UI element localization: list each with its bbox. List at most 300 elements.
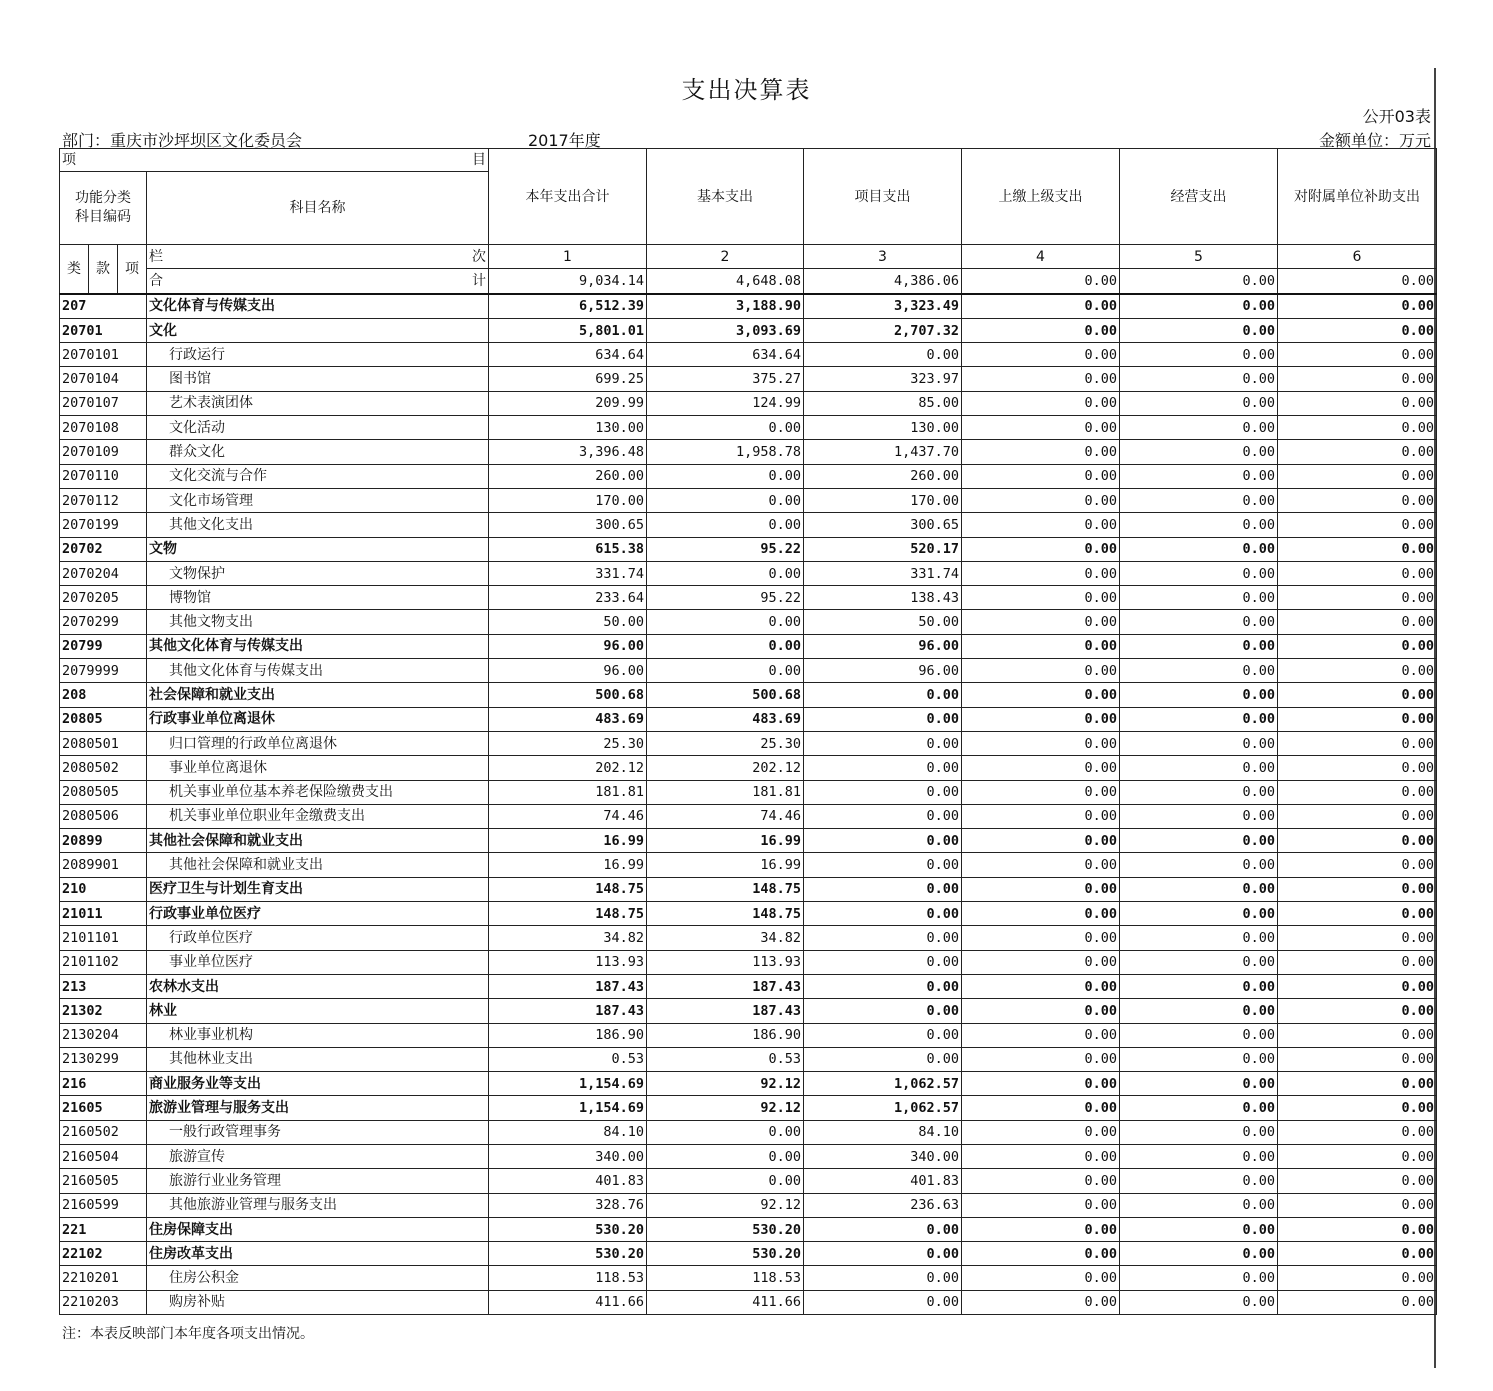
amount-cell: 0.00 (1278, 1290, 1437, 1314)
amount-cell: 95.22 (647, 537, 804, 561)
table-row (60, 1047, 1437, 1071)
subject-code: 2070110 (60, 464, 147, 488)
subject-code: 216 (60, 1072, 147, 1096)
table-row (60, 1120, 1437, 1144)
subject-name: 住房保障支出 (147, 1217, 489, 1241)
table-row (60, 367, 1437, 391)
amount-cell: 0.00 (1278, 318, 1437, 342)
subject-name: 住房改革支出 (147, 1242, 489, 1266)
subject-code: 2160502 (60, 1120, 147, 1144)
amount-cell: 0.00 (804, 877, 962, 901)
amount-cell: 0.00 (804, 780, 962, 804)
amount-cell: 202.12 (489, 756, 647, 780)
table-row (60, 391, 1437, 415)
amount-cell: 0.00 (1278, 1242, 1437, 1266)
amount-cell: 300.65 (489, 513, 647, 537)
amount-cell: 181.81 (489, 780, 647, 804)
amount-cell: 411.66 (647, 1290, 804, 1314)
amount-cell: 0.00 (1278, 586, 1437, 610)
amount-cell: 0.00 (962, 1290, 1120, 1314)
amount-cell: 340.00 (804, 1144, 962, 1168)
amount-cell: 0.00 (1278, 294, 1437, 319)
amount-cell: 615.38 (489, 537, 647, 561)
table-row (60, 829, 1437, 853)
amount-cell: 0.00 (1120, 1169, 1278, 1193)
amount-cell: 0.00 (647, 513, 804, 537)
amount-cell: 187.43 (647, 999, 804, 1023)
amount-cell: 0.00 (1278, 1023, 1437, 1047)
amount-cell: 3,323.49 (804, 294, 962, 319)
subject-code: 2130299 (60, 1047, 147, 1071)
amount-cell: 0.00 (1278, 1266, 1437, 1290)
subject-code: 22102 (60, 1242, 147, 1266)
col-header-basic: 基本支出 (647, 149, 804, 245)
amount-cell: 148.75 (647, 877, 804, 901)
subject-code: 2210201 (60, 1266, 147, 1290)
amount-cell: 0.00 (1278, 853, 1437, 877)
col-index-5: 5 (1120, 245, 1278, 269)
amount-cell: 634.64 (647, 343, 804, 367)
table-row (60, 804, 1437, 828)
amount-cell: 0.00 (962, 561, 1120, 585)
amount-cell: 148.75 (489, 877, 647, 901)
amount-cell: 0.00 (962, 1242, 1120, 1266)
amount-cell: 0.00 (804, 926, 962, 950)
amount-cell: 0.00 (804, 1047, 962, 1071)
amount-cell: 0.00 (1120, 1266, 1278, 1290)
table-row (60, 1217, 1437, 1241)
subject-code: 2070108 (60, 416, 147, 440)
amount-cell: 124.99 (647, 391, 804, 415)
table-row (60, 464, 1437, 488)
table-row (60, 1072, 1437, 1096)
subject-code: 2210203 (60, 1290, 147, 1314)
amount-cell: 0.00 (962, 877, 1120, 901)
ci-label: 次 (472, 248, 486, 265)
amount-cell: 148.75 (489, 902, 647, 926)
amount-cell: 1,437.70 (804, 440, 962, 464)
amount-cell: 0.00 (962, 999, 1120, 1023)
amount-cell: 187.43 (647, 974, 804, 998)
subject-name: 机关事业单位职业年金缴费支出 (147, 804, 489, 828)
amount-cell: 85.00 (804, 391, 962, 415)
subject-code: 20899 (60, 829, 147, 853)
amount-cell: 0.00 (962, 1193, 1120, 1217)
total-value: 0.00 (1120, 269, 1278, 294)
amount-unit: 金额单位：万元 (1318, 131, 1431, 150)
amount-cell: 0.00 (647, 659, 804, 683)
amount-cell: 0.00 (962, 902, 1120, 926)
col-index-4: 4 (962, 245, 1120, 269)
amount-cell: 0.00 (1120, 659, 1278, 683)
amount-cell: 0.00 (1278, 1193, 1437, 1217)
amount-cell: 0.00 (1120, 853, 1278, 877)
amount-cell: 0.00 (1278, 610, 1437, 634)
amount-cell: 0.00 (962, 416, 1120, 440)
table-row (60, 1023, 1437, 1047)
subject-code: 2070112 (60, 488, 147, 512)
amount-cell: 0.00 (804, 343, 962, 367)
table-row (60, 343, 1437, 367)
subject-code: 2070205 (60, 586, 147, 610)
table-row (60, 1193, 1437, 1217)
amount-cell: 0.00 (1120, 902, 1278, 926)
amount-cell: 0.00 (1120, 950, 1278, 974)
total-value: 9,034.14 (489, 269, 647, 294)
subject-code: 2130204 (60, 1023, 147, 1047)
amount-cell: 0.00 (962, 391, 1120, 415)
table-row (60, 731, 1437, 755)
lei-header: 类 (60, 245, 89, 294)
amount-cell: 84.10 (804, 1120, 962, 1144)
amount-cell: 300.65 (804, 513, 962, 537)
amount-cell: 0.00 (1278, 659, 1437, 683)
amount-cell: 0.00 (962, 1047, 1120, 1071)
subject-code: 2070104 (60, 367, 147, 391)
table-row (60, 756, 1437, 780)
amount-cell: 0.00 (804, 683, 962, 707)
subject-code: 2080502 (60, 756, 147, 780)
amount-cell: 0.00 (1120, 804, 1278, 828)
amount-cell: 331.74 (804, 561, 962, 585)
subject-name-header: 科目名称 (147, 172, 489, 245)
amount-cell: 0.00 (1120, 877, 1278, 901)
amount-cell: 530.20 (489, 1242, 647, 1266)
amount-cell: 0.00 (962, 1072, 1120, 1096)
amount-cell: 0.00 (962, 974, 1120, 998)
amount-cell: 0.00 (647, 488, 804, 512)
amount-cell: 0.00 (1278, 1096, 1437, 1120)
amount-cell: 0.00 (1120, 488, 1278, 512)
subject-name: 行政单位医疗 (147, 926, 489, 950)
amount-cell: 0.00 (1120, 756, 1278, 780)
table-row (60, 294, 1437, 319)
table-row (60, 707, 1437, 731)
amount-cell: 0.00 (1120, 391, 1278, 415)
subject-code: 2080501 (60, 731, 147, 755)
he-ji-cell (147, 269, 489, 294)
total-value: 4,386.06 (804, 269, 962, 294)
table-row (60, 877, 1437, 901)
amount-cell: 500.68 (647, 683, 804, 707)
amount-cell: 0.00 (1278, 537, 1437, 561)
subject-code: 2160505 (60, 1169, 147, 1193)
subject-name: 文化市场管理 (147, 488, 489, 512)
amount-cell: 0.00 (1278, 440, 1437, 464)
amount-cell: 0.00 (1278, 926, 1437, 950)
amount-cell: 3,188.90 (647, 294, 804, 319)
amount-cell: 0.00 (804, 1217, 962, 1241)
amount-cell: 0.00 (1120, 1290, 1278, 1314)
subject-name: 图书馆 (147, 367, 489, 391)
amount-cell: 0.00 (962, 756, 1120, 780)
table-row (60, 974, 1437, 998)
amount-cell: 0.00 (1120, 731, 1278, 755)
amount-cell: 0.00 (962, 683, 1120, 707)
subject-name: 其他旅游业管理与服务支出 (147, 1193, 489, 1217)
amount-cell: 0.00 (804, 756, 962, 780)
amount-cell: 0.00 (1120, 683, 1278, 707)
amount-cell: 118.53 (489, 1266, 647, 1290)
subject-name: 一般行政管理事务 (147, 1120, 489, 1144)
amount-cell: 187.43 (489, 999, 647, 1023)
table-row (60, 1242, 1437, 1266)
subject-name: 行政事业单位离退休 (147, 707, 489, 731)
table-row (60, 1144, 1437, 1168)
amount-cell: 0.00 (647, 1120, 804, 1144)
amount-cell: 0.00 (1120, 343, 1278, 367)
amount-cell: 0.00 (962, 1217, 1120, 1241)
amount-cell: 0.00 (962, 780, 1120, 804)
col-index-3: 3 (804, 245, 962, 269)
col-header-project: 项目支出 (804, 149, 962, 245)
amount-cell: 0.00 (962, 1266, 1120, 1290)
amount-cell: 0.00 (1278, 634, 1437, 658)
col-index-6: 6 (1278, 245, 1437, 269)
amount-cell: 170.00 (489, 488, 647, 512)
amount-cell: 0.00 (1278, 683, 1437, 707)
amount-cell: 0.00 (1120, 513, 1278, 537)
amount-cell: 0.00 (1120, 974, 1278, 998)
table-row (60, 950, 1437, 974)
amount-cell: 0.00 (1278, 707, 1437, 731)
amount-cell: 236.63 (804, 1193, 962, 1217)
table-row (60, 561, 1437, 585)
amount-cell: 260.00 (489, 464, 647, 488)
amount-cell: 0.00 (804, 902, 962, 926)
subject-code: 2080506 (60, 804, 147, 828)
amount-cell: 0.00 (1278, 416, 1437, 440)
amount-cell: 113.93 (489, 950, 647, 974)
subject-code: 2080505 (60, 780, 147, 804)
item-left-label: 项 (62, 152, 76, 168)
code-group-label: 功能分类 科目编码 (75, 190, 131, 225)
code-group-header (60, 172, 147, 245)
subject-code: 2101101 (60, 926, 147, 950)
amount-cell: 0.00 (804, 974, 962, 998)
amount-cell: 186.90 (489, 1023, 647, 1047)
amount-cell: 0.00 (1120, 780, 1278, 804)
amount-cell: 0.00 (1120, 1047, 1278, 1071)
item-header-cell (60, 149, 489, 172)
subject-code: 20702 (60, 537, 147, 561)
amount-cell: 0.00 (962, 294, 1120, 319)
table-row (60, 416, 1437, 440)
table-row (60, 586, 1437, 610)
amount-cell: 483.69 (489, 707, 647, 731)
amount-cell: 233.64 (489, 586, 647, 610)
subject-code: 208 (60, 683, 147, 707)
subject-name: 其他文化支出 (147, 513, 489, 537)
amount-cell: 25.30 (489, 731, 647, 755)
amount-cell: 328.76 (489, 1193, 647, 1217)
amount-cell: 0.00 (1120, 1193, 1278, 1217)
amount-cell: 260.00 (804, 464, 962, 488)
total-row (60, 269, 1437, 294)
table-row (60, 926, 1437, 950)
amount-cell: 0.00 (804, 950, 962, 974)
total-value: 0.00 (962, 269, 1120, 294)
amount-cell: 401.83 (804, 1169, 962, 1193)
table-row (60, 902, 1437, 926)
amount-cell: 1,154.69 (489, 1096, 647, 1120)
amount-cell: 25.30 (647, 731, 804, 755)
amount-cell: 209.99 (489, 391, 647, 415)
amount-cell: 0.00 (962, 634, 1120, 658)
amount-cell: 0.00 (1120, 367, 1278, 391)
amount-cell: 0.00 (647, 464, 804, 488)
amount-cell: 95.22 (647, 586, 804, 610)
amount-cell: 0.00 (1278, 1144, 1437, 1168)
amount-cell: 0.00 (1120, 707, 1278, 731)
page-title: 支出决算表 (681, 76, 812, 104)
amount-cell: 0.00 (962, 707, 1120, 731)
table-row (60, 1169, 1437, 1193)
amount-cell: 375.27 (647, 367, 804, 391)
amount-cell: 634.64 (489, 343, 647, 367)
amount-cell: 34.82 (647, 926, 804, 950)
amount-cell: 74.46 (489, 804, 647, 828)
amount-cell: 34.82 (489, 926, 647, 950)
subject-name: 社会保障和就业支出 (147, 683, 489, 707)
amount-cell: 411.66 (489, 1290, 647, 1314)
amount-cell: 16.99 (647, 829, 804, 853)
department-label: 部门：重庆市沙坪坝区文化委员会 (62, 131, 303, 150)
amount-cell: 0.00 (1278, 343, 1437, 367)
amount-cell: 3,396.48 (489, 440, 647, 464)
subject-name: 购房补贴 (147, 1290, 489, 1314)
amount-cell: 0.00 (962, 464, 1120, 488)
amount-cell: 0.00 (1120, 1144, 1278, 1168)
subject-name: 归口管理的行政单位离退休 (147, 731, 489, 755)
amount-cell: 16.99 (647, 853, 804, 877)
amount-cell: 0.00 (804, 731, 962, 755)
table-row (60, 683, 1437, 707)
amount-cell: 1,958.78 (647, 440, 804, 464)
amount-cell: 0.00 (804, 999, 962, 1023)
amount-cell: 2,707.32 (804, 318, 962, 342)
amount-cell: 0.00 (1278, 488, 1437, 512)
subject-name: 其他林业支出 (147, 1047, 489, 1071)
subject-code: 2070109 (60, 440, 147, 464)
subject-code: 2089901 (60, 853, 147, 877)
lan-label: 栏 (149, 248, 163, 265)
amount-cell: 340.00 (489, 1144, 647, 1168)
amount-cell: 92.12 (647, 1072, 804, 1096)
amount-cell: 0.00 (804, 1290, 962, 1314)
amount-cell: 0.00 (1120, 1072, 1278, 1096)
amount-cell: 0.00 (804, 1266, 962, 1290)
amount-cell: 0.00 (962, 1169, 1120, 1193)
amount-cell: 0.00 (1278, 1217, 1437, 1241)
subject-name: 其他文物支出 (147, 610, 489, 634)
amount-cell: 0.00 (804, 804, 962, 828)
amount-cell: 0.00 (1120, 440, 1278, 464)
amount-cell: 401.83 (489, 1169, 647, 1193)
amount-cell: 0.00 (1278, 1072, 1437, 1096)
subject-code: 221 (60, 1217, 147, 1241)
table-row (60, 659, 1437, 683)
subject-name: 医疗卫生与计划生育支出 (147, 877, 489, 901)
table-row (60, 1290, 1437, 1314)
subject-code: 2101102 (60, 950, 147, 974)
subject-code: 213 (60, 974, 147, 998)
subject-name: 文化活动 (147, 416, 489, 440)
amount-cell: 0.00 (1120, 318, 1278, 342)
amount-cell: 118.53 (647, 1266, 804, 1290)
amount-cell: 0.00 (962, 513, 1120, 537)
subject-code: 21302 (60, 999, 147, 1023)
amount-cell: 0.00 (1120, 926, 1278, 950)
subject-code: 2070107 (60, 391, 147, 415)
table-row (60, 1266, 1437, 1290)
subject-name: 旅游宣传 (147, 1144, 489, 1168)
amount-cell: 0.00 (962, 318, 1120, 342)
subject-name: 博物馆 (147, 586, 489, 610)
amount-cell: 0.00 (1278, 1169, 1437, 1193)
subject-code: 2079999 (60, 659, 147, 683)
subject-name: 群众文化 (147, 440, 489, 464)
subject-name: 机关事业单位基本养老保险缴费支出 (147, 780, 489, 804)
amount-cell: 0.00 (962, 1023, 1120, 1047)
amount-cell: 0.00 (962, 1144, 1120, 1168)
subject-name: 其他社会保障和就业支出 (147, 853, 489, 877)
subject-name: 文化 (147, 318, 489, 342)
table-row (60, 537, 1437, 561)
table-number: 公开03表 (1362, 107, 1431, 126)
amount-cell: 1,062.57 (804, 1072, 962, 1096)
amount-cell: 202.12 (647, 756, 804, 780)
amount-cell: 0.00 (1120, 829, 1278, 853)
amount-cell: 530.20 (489, 1217, 647, 1241)
amount-cell: 0.00 (1278, 731, 1437, 755)
subject-code: 20799 (60, 634, 147, 658)
subject-name: 事业单位离退休 (147, 756, 489, 780)
amount-cell: 186.90 (647, 1023, 804, 1047)
amount-cell: 0.00 (1120, 294, 1278, 319)
amount-cell: 0.00 (1120, 1217, 1278, 1241)
table-row (60, 1096, 1437, 1120)
col-index-1: 1 (489, 245, 647, 269)
amount-cell: 0.00 (962, 586, 1120, 610)
subject-code: 21605 (60, 1096, 147, 1120)
amount-cell: 520.17 (804, 537, 962, 561)
amount-cell: 0.00 (962, 926, 1120, 950)
amount-cell: 148.75 (647, 902, 804, 926)
amount-cell: 0.00 (804, 829, 962, 853)
table-row (60, 318, 1437, 342)
amount-cell: 0.00 (647, 416, 804, 440)
amount-cell: 0.00 (1278, 367, 1437, 391)
table-row (60, 440, 1437, 464)
amount-cell: 0.00 (1278, 877, 1437, 901)
amount-cell: 96.00 (489, 634, 647, 658)
subject-name: 林业 (147, 999, 489, 1023)
amount-cell: 92.12 (647, 1096, 804, 1120)
amount-cell: 699.25 (489, 367, 647, 391)
amount-cell: 0.00 (1278, 1047, 1437, 1071)
amount-cell: 530.20 (647, 1242, 804, 1266)
amount-cell: 500.68 (489, 683, 647, 707)
subject-code: 2160504 (60, 1144, 147, 1168)
table-row (60, 853, 1437, 877)
amount-cell: 0.00 (1120, 586, 1278, 610)
amount-cell: 530.20 (647, 1217, 804, 1241)
amount-cell: 170.00 (804, 488, 962, 512)
total-value: 0.00 (1278, 269, 1437, 294)
kuan-header: 款 (89, 245, 118, 294)
amount-cell: 0.00 (1278, 902, 1437, 926)
